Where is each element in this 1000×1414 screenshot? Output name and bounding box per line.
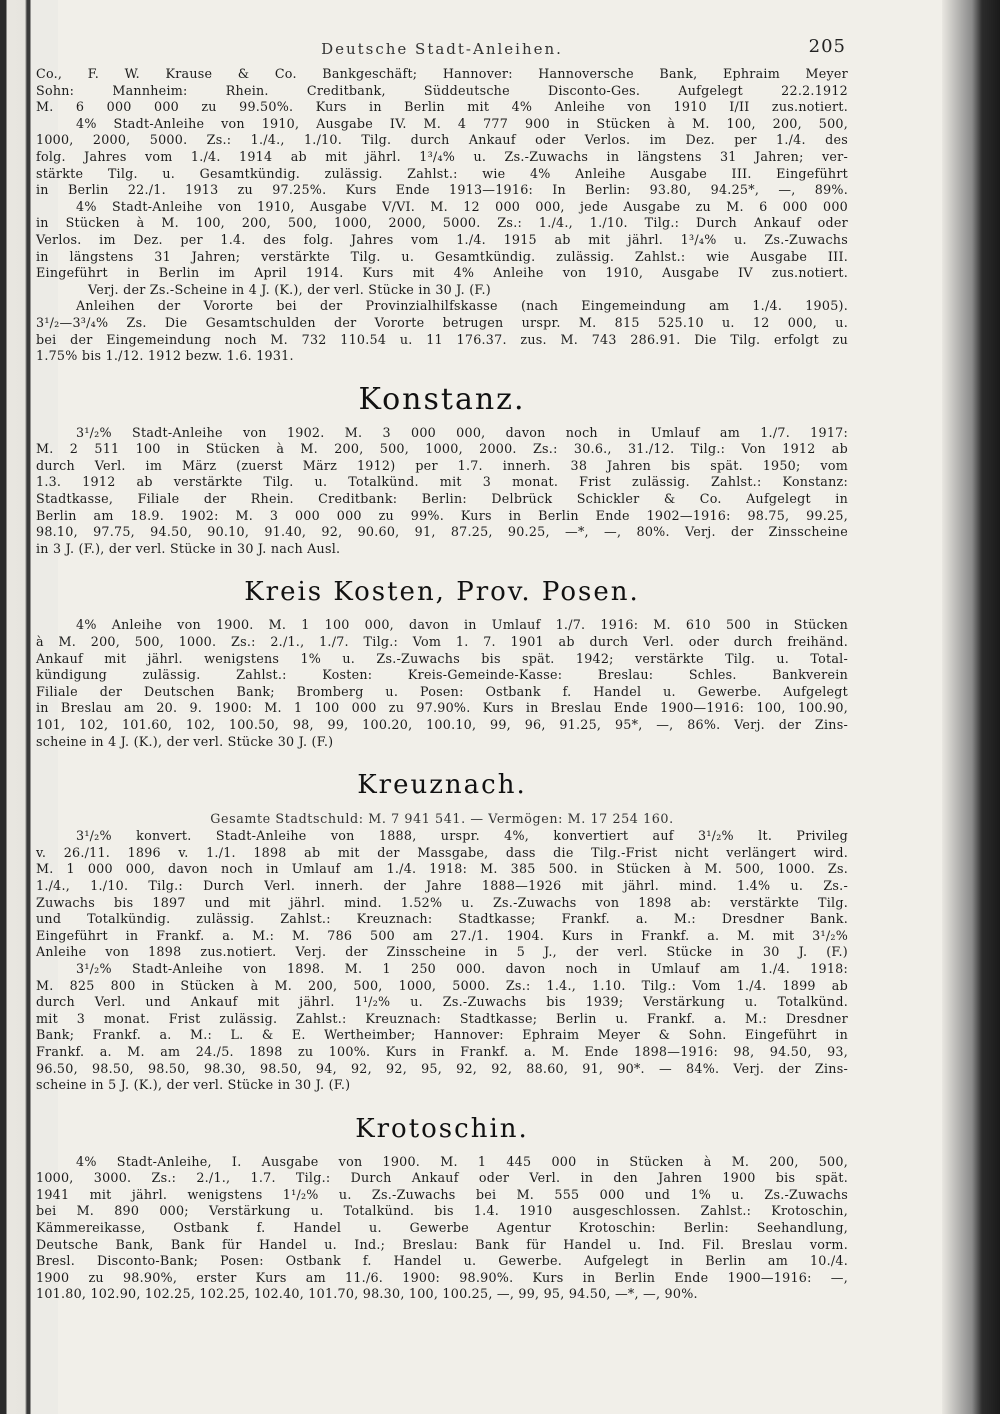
text-line: 98.10, 97.75, 94.50, 90.10, 91.40, 92, 90.60, 91, 87.25, 90.25, —*, —, 80%. Verj. der Zinsscheine <box>36 524 848 540</box>
text-line: in 3 J. (F.), der verl. Stücke in 30 J. nach Ausl. <box>36 540 341 556</box>
text-line: kündigung zulässig. Zahlst.: Kosten: Kreis-Gemeinde-Kasse: Breslau: Schles. Bankverein <box>36 667 848 683</box>
text-line: Bank; Frankf. a. M.: L. & E. Wertheimber; Hannover: Ephraim Meyer & Sohn. Eingeführt in <box>36 1027 848 1043</box>
text-line: 3¹/₂% konvert. Stadt-Anleihe von 1888, urspr. 4%, konvertiert auf 3¹/₂% lt. Privileg <box>76 828 848 844</box>
text-line: in Berlin 22./1. 1913 zu 97.25%. Kurs Ende 1913—1916: In Berlin: 93.80, 94.25*, —, 89%. <box>36 182 848 198</box>
text-line: Deutsche Bank, Bank für Handel u. Ind.; Breslau: Bank für Handel u. Ind. Fil. Breslau vorm. <box>36 1236 848 1252</box>
text-line: bei M. 890 000; Verstärkung u. Totalkünd. bis 1.4. 1910 ausgeschlossen. Zahlst.: Krotoschin, <box>36 1203 848 1219</box>
text-line: 4% Anleihe von 1900. M. 1 100 000, davon in Umlauf 1./7. 1916: M. 610 500 in Stücken <box>76 617 848 633</box>
text-line: Anleihen der Vororte bei der Provinzialhilfskasse (nach Eingemeindung am 1./4. 1905). <box>76 298 848 314</box>
section-kreuznach <box>36 770 848 1094</box>
section-title: Konstanz. <box>358 381 526 417</box>
text-line: 3¹/₂—3³/₄% Zs. Die Gesamtschulden der Vororte betrugen urspr. M. 815 525.10 u. 12 000, u. <box>36 314 848 330</box>
text-line: in längstens 31 Jahren; verstärkte Tilg. u. Gesamtkündig. zulässig. Zahlst.: wie Ausgabe III. <box>36 248 848 264</box>
text-line: 1.3. 1912 ab verstärkte Tilg. u. Totalkünd. mit 3 monat. Frist zulässig. Zahlst.: Konstanz: <box>36 474 848 490</box>
text-line: 101, 102, 101.60, 102, 100.50, 98, 99, 100.20, 100.10, 99, 96, 91.25, 95*, —, 86%. Verj. der Zins- <box>36 717 848 732</box>
text-line: v. 26./11. 1896 v. 1./1. 1898 ab mit der Massgabe, dass die Tilg.-Frist nicht verlängert wird. <box>36 844 848 860</box>
text-line: Verlos. im Dez. per 1.4. des folg. Jahres vom 1./4. 1915 ab mit jährl. 1³/₄% u. Zs.-Zuwachs <box>36 231 848 247</box>
text-line: 96.50, 98.50, 98.50, 98.30, 98.50, 94, 92, 92, 95, 92, 92, 88.60, 91, 90*. — 84%. Verj. der Zins- <box>36 1060 848 1076</box>
text-line: Anleihe von 1898 zus.notiert. Verj. der Zinsscheine in 5 J., der verl. Stücke in 30 J. (F.) <box>36 944 848 960</box>
text-line: folg. Jahres vom 1./4. 1914 ab mit jährl. 1³/₄% u. Zs.-Zuwachs in längstens 31 Jahren; ver- <box>36 148 848 164</box>
text-line: Frankf. a. M. am 24./5. 1898 zu 100%. Kurs in Frankf. a. M. Ende 1898—1916: 98, 94.50, 93, <box>36 1043 848 1059</box>
intro-block <box>36 66 848 365</box>
text-line: Bresl. Disconto-Bank; Posen: Ostbank f. Handel u. Gewerbe. Aufgelegt in Berlin am 10./4. <box>36 1253 848 1269</box>
text-line: 101.80, 102.90, 102.25, 102.25, 102.40, 101.70, 98.30, 100, 100.25, —, 99, 95, 94.50, —*, —, 90%. <box>36 1286 698 1302</box>
text-line: 1.75% bis 1./12. 1912 bezw. 1.6. 1931. <box>36 348 294 364</box>
text-line: Filiale der Deutschen Bank; Bromberg u. Posen: Ostbank f. Handel u. Gewerbe. Aufgelegt <box>36 683 848 699</box>
document-page <box>36 36 848 1303</box>
text-line: und Totalkündig. zulässig. Zahlst.: Kreuznach: Stadtkasse; Frankf. a. M.: Dresdner Bank. <box>36 911 848 927</box>
section-krotoschin <box>36 1114 848 1303</box>
text-line: 1941 mit jährl. wenigstens 1¹/₂% u. Zs.-Zuwachs bei M. 555 000 und 1% u. Zs.-Zuwachs <box>36 1186 848 1202</box>
running-head <box>36 36 848 66</box>
text-line: M. 2 511 100 in Stücken à M. 200, 500, 1000, 2000. Zs.: 30.6., 31./12. Tilg.: Von 1912 ab <box>36 441 848 457</box>
running-head-title: Deutsche Stadt-Anleihen. <box>321 40 563 58</box>
text-line: Ankauf mit jährl. wenigstens 1% u. Zs.-Zuwachs bis spät. 1942; verstärkte Tilg. u. Total- <box>36 650 848 666</box>
section-title: Kreuznach. <box>357 770 527 801</box>
text-line: mit 3 monat. Frist zulässig. Zahlst.: Kreuznach: Stadtkasse; Berlin u. Frankf. a. M.: Dresdner <box>36 1010 848 1026</box>
text-line: 4% Stadt-Anleihe von 1910, Ausgabe IV. M. 4 777 900 in Stücken à M. 100, 200, 500, <box>76 115 848 131</box>
text-line: 3¹/₂% Stadt-Anleihe von 1898. M. 1 250 000. davon noch in Umlauf am 1./4. 1918: <box>76 960 848 976</box>
text-line: bei der Eingemeindung noch M. 732 110.54 u. 11 176.37. zus. M. 743 286.91. Die Tilg. erfolgt zu <box>36 331 848 347</box>
section-title: Kreis Kosten, Prov. Posen. <box>244 577 640 608</box>
text-line: 1900 zu 98.90%, erster Kurs am 11./6. 1900: 98.90%. Kurs in Berlin Ende 1900—1916: —, <box>36 1269 848 1285</box>
text-line: Stadtkasse, Filiale der Rhein. Creditbank: Berlin: Delbrück Schickler & Co. Aufgelegt in <box>36 491 848 507</box>
text-line: 4% Stadt-Anleihe von 1910, Ausgabe V/VI. M. 12 000 000, jede Ausgabe zu M. 6 000 000 <box>76 198 848 214</box>
text-line: durch Verl. und Ankauf mit jährl. 1¹/₂% u. Zs.-Zuwachs bis 1939; Verstärkung u. Totalkünd. <box>36 994 848 1010</box>
text-line: Co., F. W. Krause & Co. Bankgeschäft; Hannover: Hannoversche Bank, Ephraim Meyer <box>36 66 848 81</box>
text-line: M. 825 800 in Stücken à M. 200, 500, 1000, 5000. Zs.: 1.4., 1.10. Tilg.: Vom 1./4. 1899 ab <box>36 977 848 993</box>
text-line: Kämmereikasse, Ostbank f. Handel u. Gewerbe Agentur Krotoschin: Berlin: Seehandlung, <box>36 1220 848 1236</box>
text-line: M. 6 000 000 zu 99.50%. Kurs in Berlin mit 4% Anleihe von 1910 I/II zus.notiert. <box>36 99 848 115</box>
text-line: Verj. der Zs.-Scheine in 4 J. (K.), der verl. Stücke in 30 J. (F.) <box>88 281 491 297</box>
text-line: scheine in 4 J. (K.), der verl. Stücke 30 J. (F.) <box>36 733 334 749</box>
text-line: Eingeführt in Berlin im April 1914. Kurs mit 4% Anleihe von 1910, Ausgabe IV zus.notiert. <box>36 265 848 281</box>
page-edge-shadow <box>942 0 1000 1414</box>
text-line: in Breslau am 20. 9. 1900: M. 1 100 000 zu 97.90%. Kurs in Breslau Ende 1900—1916: 100, 100.90, <box>36 700 848 716</box>
text-line: Eingeführt in Frankf. a. M.: M. 786 500 am 27./1. 1904. Kurs in Frankf. a. M. mit 3¹/₂% <box>36 927 848 943</box>
text-line: stärkte Tilg. u. Gesamtkündig. zulässig. Zahlst.: wie 4% Anleihe Ausgabe III. Eingeführt <box>36 165 848 181</box>
section-title: Krotoschin. <box>355 1113 529 1144</box>
page-number: 205 <box>808 36 846 57</box>
section-konstanz <box>36 381 848 558</box>
text-line: durch Verl. im März (zuerst März 1912) per 1.7. innerh. 38 Jahren bis spät. 1950; vom <box>36 457 848 473</box>
section-subtitle: Gesamte Stadtschuld: M. 7 941 541. — Vermögen: M. 17 254 160. <box>210 811 674 827</box>
text-line: 3¹/₂% Stadt-Anleihe von 1902. M. 3 000 000, davon noch in Umlauf am 1./7. 1917: <box>76 424 848 440</box>
text-line: à M. 200, 500, 1000. Zs.: 2./1., 1./7. Tilg.: Vom 1. 7. 1901 ab durch Verl. oder durch freihänd. <box>36 634 848 650</box>
text-line: in Stücken à M. 100, 200, 500, 1000, 2000, 5000. Zs.: 1./4., 1./10. Tilg.: Durch Ankauf oder <box>36 215 848 231</box>
text-line: 1./4., 1./10. Tilg.: Durch Verl. innerh. der Jahre 1888—1926 mit jährl. mind. 1.4% u. Zs.- <box>36 877 848 893</box>
text-line: Berlin am 18.9. 1902: M. 3 000 000 zu 99%. Kurs in Berlin Ende 1902—1916: 98.75, 99.25, <box>36 507 848 523</box>
text-line: 1000, 3000. Zs.: 2./1., 1.7. Tilg.: Durch Ankauf oder Verl. in den Jahren 1900 bis spät. <box>36 1170 848 1186</box>
text-line: Sohn: Mannheim: Rhein. Creditbank, Süddeutsche Disconto-Ges. Aufgelegt 22.2.1912 <box>36 82 848 98</box>
section-kreis-kosten <box>36 577 848 750</box>
text-line: Zuwachs bis 1897 und mit jährl. mind. 1.52% u. Zs.-Zuwachs von 1898 ab: verstärkte Tilg. <box>36 894 848 910</box>
text-line: scheine in 5 J. (K.), der verl. Stücke in 30 J. (F.) <box>36 1077 351 1093</box>
text-line: 4% Stadt-Anleihe, I. Ausgabe von 1900. M. 1 445 000 in Stücken à M. 200, 500, <box>76 1153 848 1169</box>
text-line: M. 1 000 000, davon noch in Umlauf am 1./4. 1918: M. 385 500. in Stücken à M. 500, 1000. Zs. <box>36 861 848 877</box>
text-line: 1000, 2000, 5000. Zs.: 1./4., 1./10. Tilg. durch Ankauf oder Verlos. im Dez. per 1./4. des <box>36 132 848 148</box>
